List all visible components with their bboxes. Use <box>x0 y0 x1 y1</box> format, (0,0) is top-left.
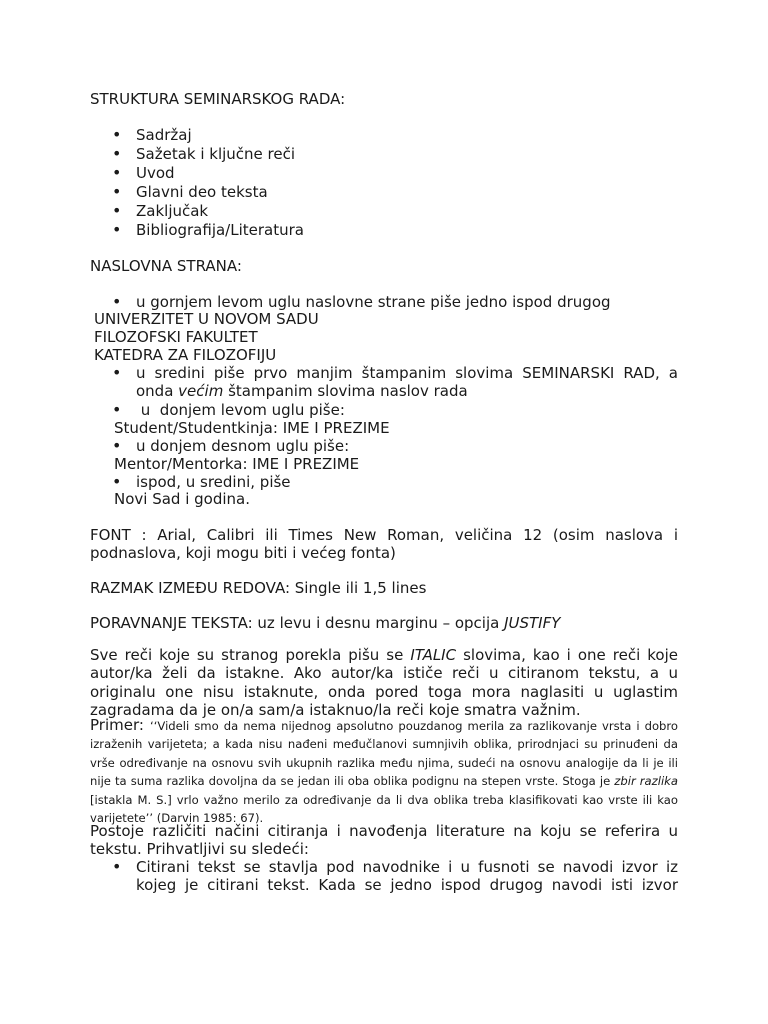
bullet: • <box>112 363 122 382</box>
text-run: ‘‘Videli smo da nema nijednog apsolutno pouzdanog merila za razlikovanje vrsta i dobro izraženih varijeteta; a kada nisu nađeni međučlanovi sumnjivih oblika, prirodnjaci su prinuđeni da vrše određivanje na osnovu svih ukupnih razlika među njima, sudeći na osnovu analogije da li je ili nije ta suma razlika dovoljna da se jedan ili oba oblika podignu na stepen vrste. Stoga je <box>90 719 679 789</box>
title-page-place-year-line: Novi Sad i godina. <box>114 490 251 508</box>
bullet: • <box>112 436 122 455</box>
emphasis: većim <box>178 382 224 400</box>
bullet: • <box>112 144 122 163</box>
title-page-mentor-line: Mentor/Mentorka: IME I PREZIME <box>114 455 360 473</box>
emphasis: JUSTIFY <box>504 614 561 632</box>
structure-item-conclusion: Zaključak <box>136 202 209 220</box>
bullet: • <box>112 857 122 876</box>
bullet: • <box>112 220 122 239</box>
emphasis: ITALIC <box>410 646 457 664</box>
title-page-student-line: Student/Studentkinja: IME I PREZIME <box>114 419 390 437</box>
title-page-item-top-left: u gornjem levom uglu naslovne strane piše jedno ispod drugog <box>136 293 611 311</box>
title-page-item-bottom-right: u donjem desnom uglu piše: <box>136 437 350 455</box>
font-paragraph-line2: podnaslova, koji mogu biti i većeg fonta) <box>90 544 396 562</box>
structure-heading: STRUKTURA SEMINARSKOG RADA: <box>90 90 346 108</box>
text-run: PORAVNANJE TEKSTA: uz levu i desnu marginu – opcija <box>90 614 505 632</box>
text-run: štampanim slovima naslov rada <box>223 382 468 400</box>
alignment-paragraph <box>90 614 678 632</box>
text-run: [istakla M. S.] vrlo važno merilo za određivanje da li dva oblika treba klasifikovati kao vrste ili kao varijetete’’ (Darvin 1985: 67). <box>90 792 678 826</box>
structure-item-bibliography: Bibliografija/Literatura <box>136 221 304 239</box>
example-label: Primer: <box>90 716 151 734</box>
bullet: • <box>112 125 122 144</box>
title-page-line-university: UNIVERZITET U NOVOM SADU <box>94 310 319 328</box>
title-page-heading: NASLOVNA STRANA: <box>90 257 242 275</box>
citing-intro-paragraph: Postoje različiti načini citiranja i navođenja literature na koju se referira u tekstu. Prihvatljivi su sledeći: <box>90 822 678 859</box>
bullet: • <box>112 292 122 311</box>
structure-item-abstract: Sažetak i ključne reči <box>136 145 296 163</box>
title-page-item-center-line1: u sredini piše prvo manjim štampanim slovima SEMINARSKI RAD, a <box>136 364 678 382</box>
example-quote <box>90 719 678 825</box>
example-paragraph <box>90 716 678 826</box>
foreign-words-paragraph <box>90 646 678 720</box>
structure-item-main: Glavni deo teksta <box>136 183 268 201</box>
bullet: • <box>112 400 122 419</box>
line-spacing-paragraph: RAZMAK IZMEĐU REDOVA: Single ili 1,5 lines <box>90 579 427 597</box>
title-page-line-department: KATEDRA ZA FILOZOFIJU <box>94 346 277 364</box>
bullet: • <box>112 472 122 491</box>
emphasis: zbir razlika <box>614 774 678 789</box>
bullet: • <box>112 163 122 182</box>
bullet: • <box>112 201 122 220</box>
title-page-item-bottom-left: u donjem levom uglu piše: <box>136 401 345 419</box>
font-paragraph-line1: FONT : Arial, Calibri ili Times New Roman, veličina 12 (osim naslova i <box>90 526 678 544</box>
structure-item-intro: Uvod <box>136 164 175 182</box>
title-page-item-bottom-center: ispod, u sredini, piše <box>136 473 291 491</box>
citing-item-line1: Citirani tekst se stavlja pod navodnike i u fusnoti se navodi izvor iz <box>136 858 678 876</box>
title-page-item-center-line2 <box>136 382 468 400</box>
text-run: Sve reči koje su stranog porekla pišu se <box>90 646 411 664</box>
text-run: slovima, kao i one reči koje autor/ka želi da istakne. Ako autor/ka ističe reči u citiranom tekstu, a u originalu one nisu istaknute, onda pored toga mora naglasiti u uglastim zagradama da je on/a sam/a istaknuo/la reči koje smatra važnim. <box>90 646 678 720</box>
text-run: onda <box>136 382 179 400</box>
bullet: • <box>112 182 122 201</box>
citing-item-line2: kojeg je citirani tekst. Kada se jedno ispod drugog navodi isti izvor <box>136 876 678 894</box>
structure-item-contents: Sadržaj <box>136 126 192 144</box>
title-page-line-faculty: FILOZOFSKI FAKULTET <box>94 328 258 346</box>
